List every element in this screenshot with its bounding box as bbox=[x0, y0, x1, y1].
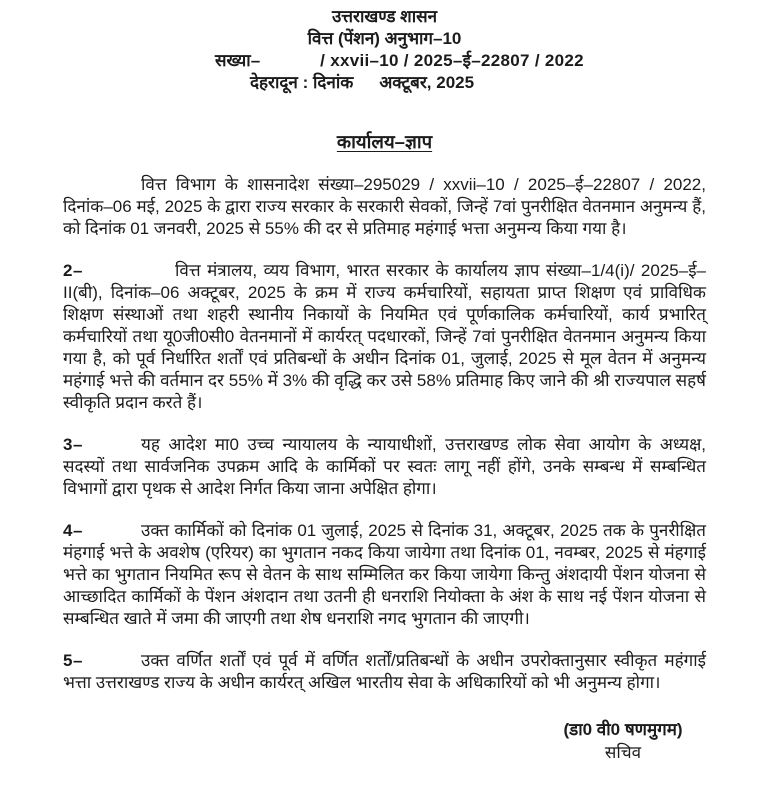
signature-block bbox=[498, 718, 748, 764]
letter-number-line bbox=[63, 50, 706, 72]
paragraph-text: उक्त वर्णित शर्तों एवं पूर्व में वर्णित शर्तों/प्रतिबन्धों के अधीन उपरोक्तानुसार स्वीकृत महंगाई भत्ता उत्तराखण्ड राज्य के अधीन कार्यरत् अखिल भारतीय सेवा के अधिकारियों को भी अनुमन्य होगा। bbox=[63, 651, 706, 692]
paragraph-text: वित्त विभाग के शासनादेश संख्या–295029 / xxvii–10 / 2025–ई–22807 / 2022, दिनांक–06 मई, 2025 के द्वारा राज्य सरकार के सरकारी सेवकों, जिन्हें 7वां पुनरीक्षित वेतनमान अनुमन्य हैं, को दिनांक 01 जनवरी, 2025 से 55% की दर से प्रतिमाह महंगाई भत्ता अनुमन्य किया गया है। bbox=[63, 175, 706, 238]
paragraph-number: 5– bbox=[63, 651, 83, 670]
paragraph-5 bbox=[63, 650, 706, 694]
paragraph-number: 2– bbox=[63, 261, 83, 280]
paragraph-text: यह आदेश मा0 उच्च न्यायालय के न्यायाधीशों, उत्तराखण्ड लोक सेवा आयोग के अध्यक्ष, सदस्यों तथा सार्वजनिक उपक्रम आदि के कार्मिकों पर स्वतः लागू नहीं होंगे, उनके सम्बन्ध में सम्बन्धित विभागों द्वारा पृथक से आदेश निर्गत किया जाना अपेक्षित होगा। bbox=[63, 435, 706, 498]
paragraph-text: उक्त कार्मिकों को दिनांक 01 जुलाई, 2025 से दिनांक 31, अक्टूबर, 2025 तक के पुनरीक्षित मंहगाई भत्ते के अवशेष (एरियर) का भुगतान नकद किया जायेगा तथा दिनांक 01, नवम्बर, 2025 से मंहगाई भत्ते का भुगतान नियमित रूप से वेतन के साथ सम्मिलित कर किया जायेगा किन्तु अंशदायी पेंशन योजना से आच्छादित कार्मिकों के पेंशन अंशदान तथा उतनी ही धनराशि नियोक्ता के अंश के साथ नई पेंशन योजना से सम्बन्धित खाते में जमा की जाएगी तथा शेष धनराशि नगद भुगतान की जाएगी। bbox=[63, 521, 706, 628]
letter-number-value: / xxvii–10 / 2025–ई–22807 / 2022 bbox=[320, 51, 584, 70]
department-section: वित्त (पेंशन) अनुभाग–10 bbox=[307, 29, 462, 48]
paragraph-number: 4– bbox=[63, 521, 83, 540]
document-title: कार्यालय–ज्ञाप bbox=[336, 131, 433, 152]
paragraph-3 bbox=[63, 434, 706, 500]
date-value: अक्टूबर, 2025 bbox=[379, 73, 475, 92]
place-date-line bbox=[63, 72, 706, 94]
signatory-designation: सचिव bbox=[604, 743, 642, 762]
paragraph-2 bbox=[63, 260, 706, 414]
org-name: उत्तराखण्ड शासन bbox=[331, 7, 438, 26]
paragraph-4 bbox=[63, 520, 706, 630]
place-date-label: देहरादून : दिनांक bbox=[250, 73, 354, 92]
letter-number-label: सख्या– bbox=[215, 51, 261, 70]
paragraph-number: 3– bbox=[63, 435, 83, 454]
document-body bbox=[63, 174, 706, 694]
document-header bbox=[63, 6, 706, 94]
paragraph-1 bbox=[63, 174, 706, 240]
signatory-name: (डा0 वी0 षणमुगम) bbox=[563, 720, 683, 739]
paragraph-text: वित्त मंत्रालय, व्यय विभाग, भारत सरकार के कार्यालय ज्ञाप संख्या–1/4(i)/ 2025–ई–II(बी), दिनांक–06 अक्टूबर, 2025 के क्रम में राज्य कर्मचारियों, सहायता प्राप्त शिक्षण एवं प्राविधिक शिक्षण संस्थाओं तथा शहरी स्थानीय निकायों के नियमित एवं पूर्णकालिक कर्मचारियों, कार्य प्रभारित् कर्मचारियों तथा यू0जी0सी0 वेतनमानों में कार्यरत् पदधारकों, जिन्हें 7वां पुनरीक्षित वेतनमान अनुमन्य किया गया है, को पूर्व निर्धारित शर्तों एवं प्रतिबन्धों के अधीन दिनांक 01, जुलाई, 2025 से मूल वेतन में अनुमन्य महंगाई भत्ते की वर्तमान दर 55% में 3% की वृद्धि कर उसे 58% प्रतिमाह किए जाने की श्री राज्यपाल सहर्ष स्वीकृति प्रदान करते हैं। bbox=[63, 261, 706, 412]
